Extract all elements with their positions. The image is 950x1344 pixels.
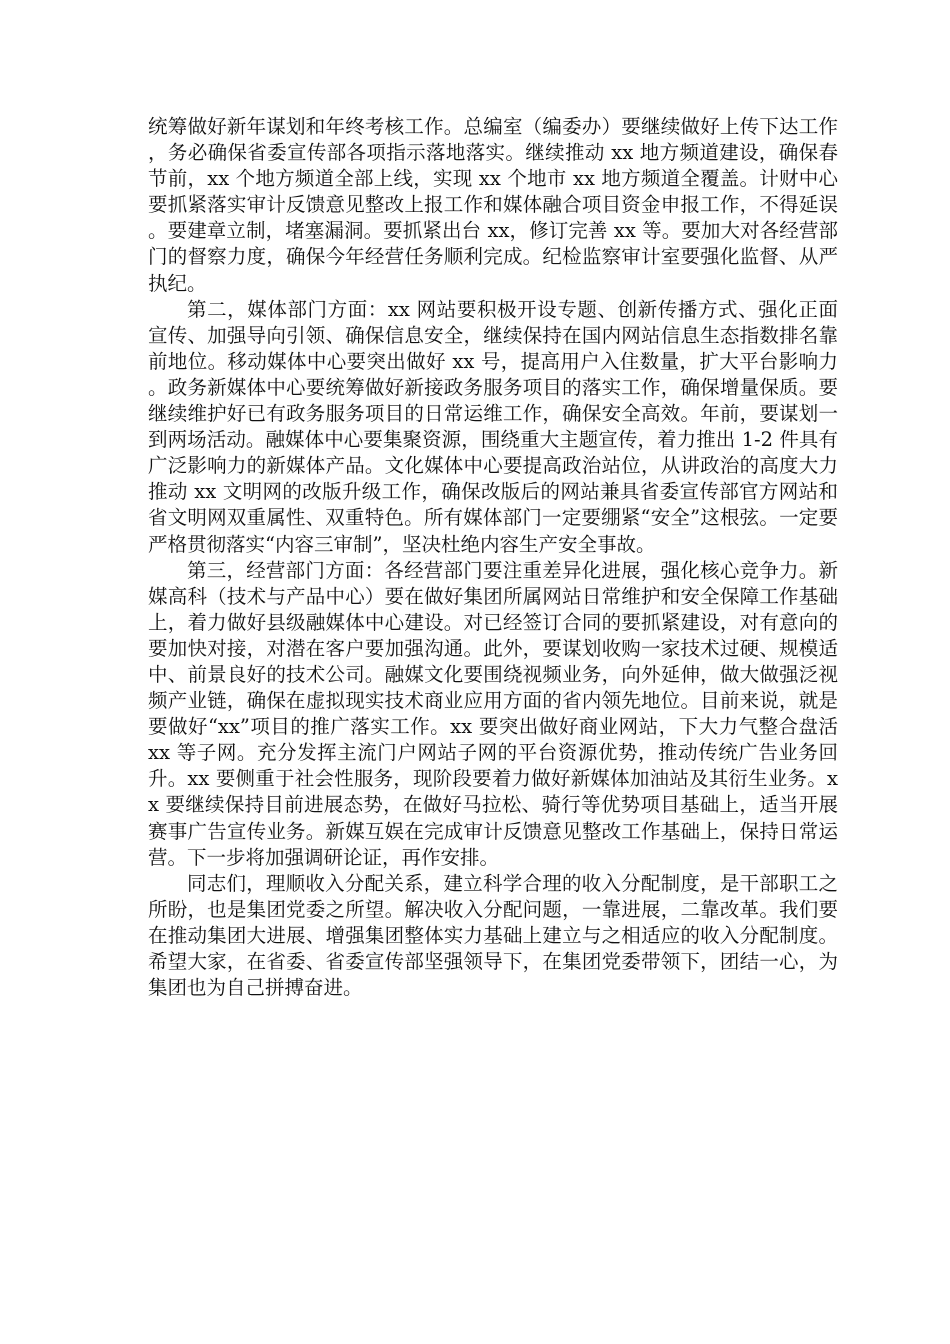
paragraph-closing-remarks: 同志们，理顺收入分配关系，建立科学合理的收入分配制度，是干部职工之所盼，也是集团党委之所望。解决收入分配问题，一靠进展，二靠改革。我们要在推动集团大进展、增强集团整体实力基础上建立与之相适应的收入分配制度。希望大家，在省委、省委宣传部坚强领导下，在集团党委带领下，团结一心，为集团也为自己拼搏奋进。 [148, 871, 838, 1000]
paragraph-media-departments: 第二，媒体部门方面：xx 网站要积极开设专题、创新传播方式、强化正面宣传、加强导向引领、确保信息安全，继续保持在国内网站信息生态指数排名靠前地位。移动媒体中心要突出做好 xx 号，提高用户入住数量，扩大平台影响力。政务新媒体中心要统筹做好新接政务服务项目的落实工作，确保增量保质。要继续维护好已有政务服务项目的日常运维工作，确保安全高效。年前，要谋划一到两场活动。融媒体中心要集聚资源，围绕重大主题宣传，着力推出 1-2 件具有广泛影响力的新媒体产品。文化媒体中心要提高政治站位，从讲政治的高度大力推动 xx 文明网的改版升级工作，确保改版后的网站兼具省委宣传部官方网站和省文明网双重属性、双重特色。所有媒体部门一定要绷紧“安全”这根弦。一定要严格贯彻落实“内容三审制”，坚决杜绝内容生产安全事故。 [148, 297, 838, 556]
paragraph-business-departments: 第三，经营部门方面：各经营部门要注重差异化进展，强化核心竞争力。新媒高科（技术与产品中心）要在做好集团所属网站日常维护和安全保障工作基础上，着力做好县级融媒体中心建设。对已经签订合同的要抓紧建设，对有意向的要加快对接，对潜在客户要加强沟通。此外，要谋划收购一家技术过硬、规模适中、前景良好的技术公司。融媒文化要围绕视频业务，向外延伸，做大做强泛视频产业链，确保在虚拟现实技术商业应用方面的省内领先地位。目前来说，就是要做好“xx”项目的推广落实工作。xx 要突出做好商业网站，下大力气整合盘活 xx 等子网。充分发挥主流门户网站子网的平台资源优势，推动传统广告业务回升。xx 要侧重于社会性服务，现阶段要着力做好新媒体加油站及其衍生业务。xx 要继续保持目前进展态势，在做好马拉松、骑行等优势项目基础上，适当开展赛事广告宣传业务。新媒互娱在完成审计反馈意见整改工作基础上，保持日常运营。下一步将加强调研论证，再作安排。 [148, 558, 838, 869]
paragraph-continuation: 统筹做好新年谋划和年终考核工作。总编室（编委办）要继续做好上传下达工作，务必确保省委宣传部各项指示落地落实。继续推动 xx 地方频道建设，确保春节前，xx 个地方频道全部上线，实现 xx 个地市 xx 地方频道全覆盖。计财中心要抓紧落实审计反馈意见整改上报工作和媒体融合项目资金申报工作，不得延误。要建章立制，堵塞漏洞。要抓紧出台 xx，修订完善 xx 等。要加大对各经营部门的督察力度，确保今年经营任务顺利完成。纪检监察审计室要强化监督、从严执纪。 [148, 115, 838, 295]
document-body [148, 114, 838, 1001]
